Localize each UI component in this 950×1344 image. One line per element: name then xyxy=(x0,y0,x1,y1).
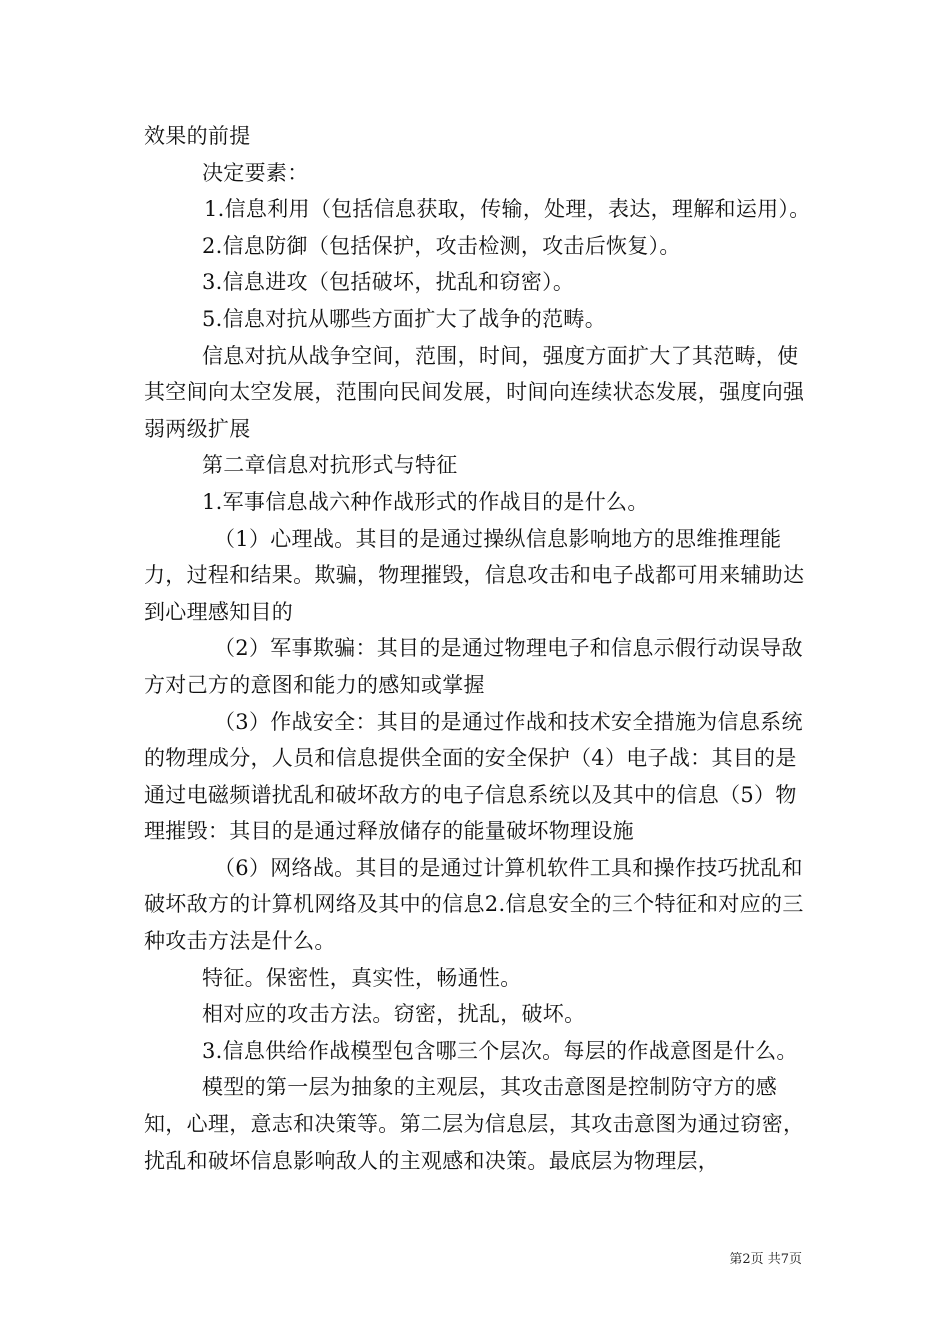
paragraph-decisive-factors: 决定要素： xyxy=(202,160,309,185)
paragraph-answer-5: 信息对抗从战争空间，范围，时间，强度方面扩大了其范畴，使其空间向太空发展，范围向民间发展，时间向连续状态发展，强度向强弱两级扩展 xyxy=(144,343,805,441)
page-number-footer: 第2页 共7页 xyxy=(729,1252,802,1267)
paragraph-info-utilization: 1.信息利用（包括信息获取，传输，处理，表达，理解和运用）。 xyxy=(204,197,811,222)
paragraph-attack-methods: 相对应的攻击方法。窃密，扰乱，破坏。 xyxy=(202,1002,586,1027)
paragraph-question-3: 3.信息供给作战模型包含哪三个层次。每层的作战意图是什么。 xyxy=(202,1038,798,1063)
chapter-heading: 第二章信息对抗形式与特征 xyxy=(202,453,458,478)
paragraph-continuation: 效果的前提 xyxy=(144,124,251,148)
paragraph-info-attack: 3.信息进攻（包括破坏，扰乱和窃密）。 xyxy=(202,270,575,295)
paragraph-question-1: 1.军事信息战六种作战形式的作战目的是什么。 xyxy=(202,489,649,514)
paragraph-question-5: 5.信息对抗从哪些方面扩大了战争的范畴。 xyxy=(202,306,607,331)
paragraph-military-deception: （2）军事欺骗：其目的是通过物理电子和信息示假行动误导敌方对己方的意图和能力的感知或掌握 xyxy=(144,636,803,697)
paragraph-info-defense: 2.信息防御（包括保护，攻击检测，攻击后恢复）。 xyxy=(202,233,681,258)
paragraph-model-layers: 模型的第一层为抽象的主观层，其攻击意图是控制防守方的感知，心理，意志和决策等。第二层为信息层，其攻击意图为通过窃密，扰乱和破坏信息影响敌人的主观感和决策。最底层为物理层， xyxy=(144,1075,805,1173)
paragraph-operations-security: （3）作战安全：其目的是通过作战和技术安全措施为信息系统的物理成分，人员和信息提供全面的安全保护（4）电子战：其目的是通过电磁频谱扰乱和破坏敌方的电子信息系统以及其中的信息（5）物理摧毁：其目的是通过释放储存的能量破坏物理设施 xyxy=(144,709,803,844)
paragraph-psychological-warfare: （1）心理战。其目的是通过操纵信息影响地方的思维推理能力，过程和结果。欺骗，物理摧毁，信息攻击和电子战都可用来辅助达到心理感知目的 xyxy=(144,526,805,624)
paragraph-network-warfare: （6）网络战。其目的是通过计算机软件工具和操作技巧扰乱和破坏敌方的计算机网络及其中的信息2.信息安全的三个特征和对应的三种攻击方法是什么。 xyxy=(144,855,804,954)
document-body xyxy=(144,118,812,1179)
paragraph-characteristics: 特征。保密性，真实性，畅通性。 xyxy=(202,965,522,990)
